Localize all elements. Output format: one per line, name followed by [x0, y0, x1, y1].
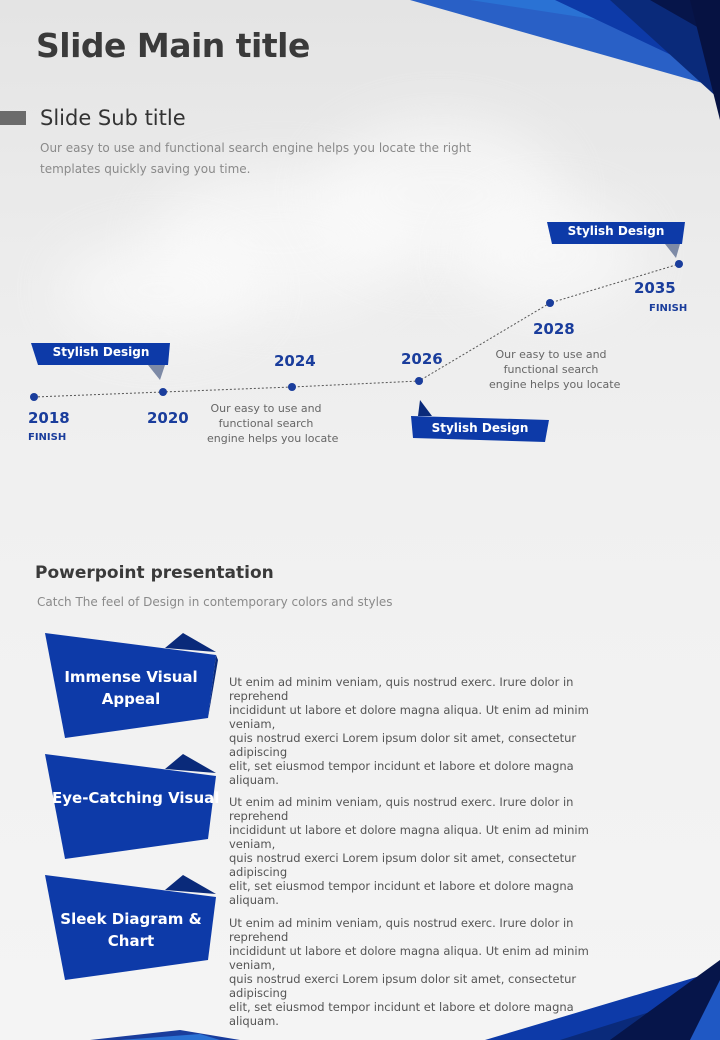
- timeline-year-2035: 2035: [634, 279, 676, 297]
- timeline-description: Our easy to use and functional search engine helps you locate: [207, 402, 339, 445]
- feature-text: Ut enim ad minim veniam, quis nostrud exerc. Irure dolor in reprehend incididunt ut labore et dolore magna aliqua. Ut enim ad minim veniam, quis nostrud exerci Lorem ipsum dolor sit amet, consectetur adipiscing elit, set eiusmod tempor incidunt et labore et dolore magna aliquam.: [229, 795, 589, 907]
- feature-label-eye-catching-visual: Eye-Catching Visual: [52, 789, 220, 807]
- feature-label-sleek-diagram-chart: Sleek Diagram & Chart: [60, 910, 202, 950]
- timeline-finish-label: FINISH: [649, 303, 688, 314]
- timeline-description: Our easy to use and functional search engine helps you locate: [489, 348, 621, 391]
- timeline-year-2028: 2028: [533, 320, 575, 338]
- timeline-year-2026: 2026: [401, 350, 443, 368]
- timeline-finish-label: FINISH: [28, 432, 67, 443]
- subtitle-description: Our easy to use and functional search engine helps you locate the right templates quickly saving you time.: [40, 141, 472, 176]
- page-subtitle: Slide Sub title: [40, 106, 186, 130]
- section-description: Catch The feel of Design in contemporary colors and styles: [37, 595, 393, 609]
- feature-text: Ut enim ad minim veniam, quis nostrud exerc. Irure dolor in reprehend incididunt ut labore et dolore magna aliqua. Ut enim ad minim veniam, quis nostrud exerci Lorem ipsum dolor sit amet, consectetur adipiscing elit, set eiusmod tempor incidunt et labore et dolore magna aliquam.: [229, 916, 589, 1028]
- feature-label-immense-visual-appeal: Immense Visual Appeal: [64, 668, 198, 708]
- flag-label: Stylish Design: [431, 421, 529, 435]
- timeline-year-2020: 2020: [147, 409, 189, 427]
- flag-label: Stylish Design: [52, 345, 150, 359]
- timeline-year-2024: 2024: [274, 352, 316, 370]
- feature-text: Ut enim ad minim veniam, quis nostrud exerc. Irure dolor in reprehend incididunt ut labore et dolore magna aliqua. Ut enim ad minim veniam, quis nostrud exerci Lorem ipsum dolor sit amet, consectetur adipiscing elit, set eiusmod tempor incidunt et labore et dolore magna aliquam.: [229, 675, 589, 787]
- flag-label: Stylish Design: [567, 224, 665, 238]
- timeline-year-2018: 2018: [28, 409, 70, 427]
- page-title: Slide Main title: [36, 26, 310, 65]
- section-title: Powerpoint presentation: [35, 563, 274, 583]
